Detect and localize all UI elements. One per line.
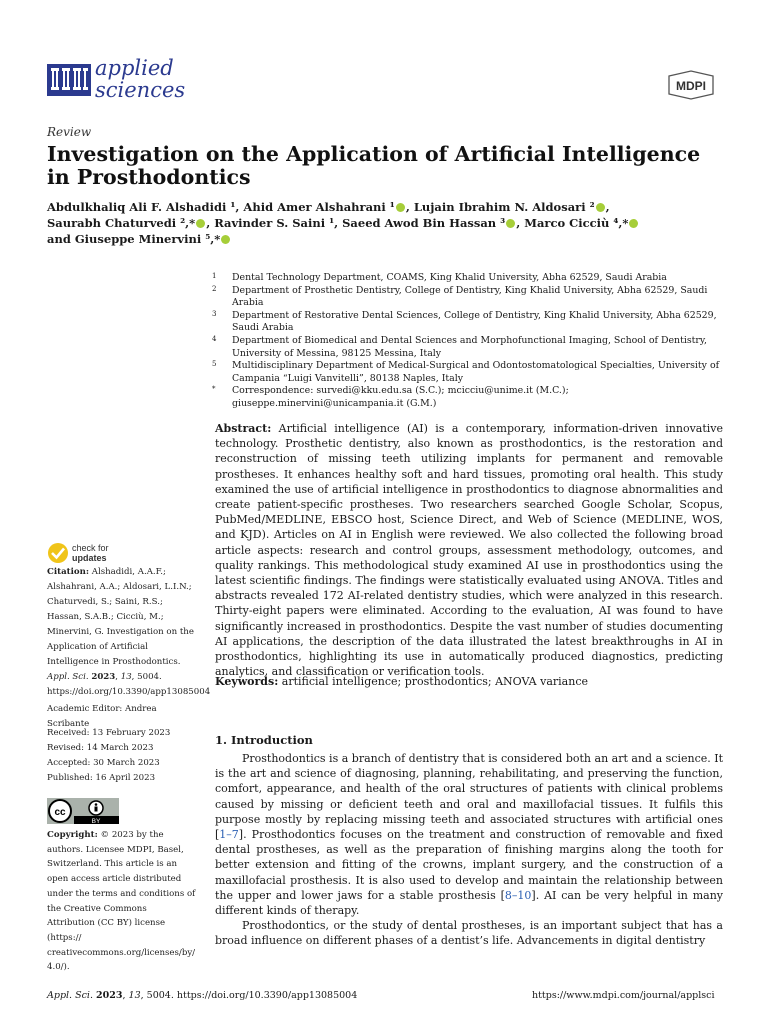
affiliations xyxy=(212,272,732,411)
affiliation-number: * xyxy=(212,385,216,394)
authors-text: , Lujain Ibrahim N. Aldosari ² xyxy=(405,200,595,214)
affiliation-item xyxy=(212,335,732,360)
article-type: Review xyxy=(47,125,92,139)
footer-journal-url[interactable]: https://www.mdpi.com/journal/applsci xyxy=(532,990,715,1001)
copyright-block xyxy=(47,828,197,975)
section-heading: 1. Introduction xyxy=(215,733,313,747)
article-title: Investigation on the Application of Artificial Intelligence in Prosthodontics xyxy=(47,142,701,189)
journal-logo xyxy=(47,58,91,102)
footer-doi[interactable]: , 5004. https://doi.org/10.3390/app13085004 xyxy=(140,990,358,1001)
affiliation-text: Department of Restorative Dental Sciences, College of Dentistry, King Khalid University, Abha 62529, Saudi Arabia xyxy=(232,309,717,334)
authors-text: , Marco Cicciù ⁴,* xyxy=(516,216,629,230)
orcid-icon[interactable] xyxy=(596,203,605,212)
dates xyxy=(47,726,197,786)
citation-year: 2023 xyxy=(91,672,116,682)
citation-volume: 13 xyxy=(120,672,132,682)
affiliation-item xyxy=(212,285,732,310)
academic-editor: Academic Editor: Andrea Scribante xyxy=(47,704,157,729)
affiliation-number: 3 xyxy=(212,309,217,318)
orcid-icon[interactable] xyxy=(196,219,205,228)
abstract xyxy=(215,421,723,679)
journal-name-line1: applied xyxy=(95,56,174,80)
citation-link[interactable]: 1–7 xyxy=(219,828,239,842)
accepted-date: Accepted: 30 March 2023 xyxy=(47,758,160,768)
orcid-icon[interactable] xyxy=(629,219,638,228)
affiliation-item xyxy=(212,360,732,385)
authors-text: and Giuseppe Minervini ⁵,* xyxy=(47,232,221,246)
footer-year: 2023 xyxy=(96,990,123,1001)
journal-name xyxy=(95,57,185,101)
copyright-text: © 2023 by the authors. Licensee MDPI, Basel, Switzerland. This article is an open access article distributed under the terms and conditions of the Creative Commons Attribution (CC BY) license (https:// creativecommons.org/licenses/by/ 4.0/). xyxy=(47,830,196,973)
affiliation-number: 2 xyxy=(212,284,217,293)
keywords-label: Keywords: xyxy=(215,675,279,688)
citation-text: Alshadidi, A.A.F.; Alshahrani, A.A.; Aldosari, L.I.N.; Chaturvedi, S.; Saini, R.S.; Hassan, S.A.B.; Cicciù, M.; Minervini, G. Investigation on the Application of Artificial Intelligence in Prosthodontics. xyxy=(47,567,194,667)
check-line1: check for xyxy=(72,543,109,553)
cc-by-text: BY xyxy=(91,818,101,824)
mdpi-logo-text: MDPI xyxy=(676,79,706,93)
affiliation-text: Department of Biomedical and Dental Sciences and Morphofunctional Imaging, School of Dentistry, University of Messina, 98125 Messina, Italy xyxy=(232,334,707,359)
copyright-label: Copyright: xyxy=(47,830,98,840)
cc-by-badge[interactable] xyxy=(47,798,119,828)
keywords xyxy=(215,674,723,689)
footer-volume: 13 xyxy=(128,990,141,1001)
orcid-icon[interactable] xyxy=(221,235,230,244)
affiliation-item xyxy=(212,272,732,285)
published-date: Published: 16 April 2023 xyxy=(47,773,156,783)
affiliation-text: Dental Technology Department, COAMS, King Khalid University, Abha 62529, Saudi Arabia xyxy=(232,272,667,283)
footer-journal: Appl. Sci. xyxy=(47,990,93,1001)
svg-text:cc: cc xyxy=(54,807,66,818)
affiliation-item xyxy=(212,310,732,335)
orcid-icon[interactable] xyxy=(396,203,405,212)
authors-text: Abdulkhaliq Ali F. Alshadidi ¹, Ahid Amer Alshahrani ¹ xyxy=(47,200,395,214)
correspondence-text[interactable]: Correspondence: survedi@kku.edu.sa (S.C.); mcicciu@unime.it (M.C.); giuseppe.minervini@unicampania.it (G.M.) xyxy=(232,385,569,409)
affiliation-text: Multidisciplinary Department of Medical-Surgical and Odontostomatological Specialties, University of Campania “Luigi Vanvitelli”, 80138 Naples, Italy xyxy=(232,360,720,384)
paragraph: Prosthodontics is a branch of dentistry that is considered both an art and a science. It is the art and science of diagnosing, planning, rehabilitating, and preserving the function, comfort, appearance, and health of the oral structures of patients with clinical problems caused by missing or deficient teeth and oral and maxillofacial tissues. It fulfils this purpose mostly by replacing missing teeth and associated structures with artificial ones [1–7]. Prosthodontics focuses on the treatment and construction of removable and fixed dental prostheses, as well as the preparation of finishing margins along the tooth for better extension and fitting of the crowns, implant surgery, and the construction of a maxillofacial prosthesis. It is also used to develop and maintain the relationship between the upper and lower jaws for a stable prosthesis [8–10]. AI can be very helpful in many different kinds of therapy. xyxy=(215,752,723,918)
authors-text: , Ravinder S. Saini ¹, Saeed Awod Bin Hassan ³ xyxy=(206,216,506,230)
citation-journal: Appl. Sci. xyxy=(47,672,89,682)
abstract-label: Abstract: xyxy=(215,422,272,435)
affiliation-number: 5 xyxy=(212,360,217,369)
received-date: Received: 13 February 2023 xyxy=(47,728,171,738)
orcid-icon[interactable] xyxy=(506,219,515,228)
citation-doi[interactable]: 5004. https://doi.org/10.3390/app13085004 xyxy=(47,672,211,697)
affiliation-number: 4 xyxy=(212,334,217,343)
author-list: Abdulkhaliq Ali F. Alshadidi ¹, Ahid Amer Alshahrani ¹ , Lujain Ibrahim N. Aldosari ² , Saurabh Chaturvedi ²,* , Ravinder S. Saini ¹, Saeed Awod Bin Hassan ³ , Marco Cicciù ⁴,* and Giuseppe Minervini ⁵,* xyxy=(47,199,737,247)
authors-text: Saurabh Chaturvedi ²,* xyxy=(47,216,196,230)
citation-link[interactable]: 8–10 xyxy=(504,888,532,902)
revised-date: Revised: 14 March 2023 xyxy=(47,743,154,753)
paragraph: Prosthodontics, or the study of dental prostheses, is an important subject that has a broad influence on different phases of a dentist’s life. Advancements in digital dentistry xyxy=(215,919,723,948)
correspondence xyxy=(212,385,732,410)
affiliation-text: Department of Prosthetic Dentistry, College of Dentistry, King Khalid University, Abha 62529, Saudi Arabia xyxy=(232,284,708,309)
citation-label: Citation: xyxy=(47,567,90,577)
body-text xyxy=(215,751,723,949)
abstract-text: Artificial intelligence (AI) is a contemporary, information-driven innovative technology. Prosthetic dentistry, also known as prosthodontics, is the restoration and reconstruction of missing teeth utilizing implants for permanent and removable prostheses. It enhances healthy soft and hard tissues, promoting oral health. This study examined the use of artificial intelligence in prosthodontics to diagnose abnormalities and create patient-specific prostheses. Two researchers searched Google Scholar, Scopus, PubMed/MEDLINE, EBSCO host, Science Direct, and Web of Science (MEDLINE, WOS, and KJD). Articles on AI in English were reviewed. We also collected the following broad article aspects: research and control groups, assessment methodology, outcomes, and quality rankings. This methodological study examined AI use in prosthodontics using the latest scientific findings. The findings were statistically evaluated using ANOVA. Titles and abstracts revealed 172 AI-related dentistry studies, which were analyzed in this research. Thirty-eight papers were eliminated. According to the evaluation, AI was found to have significantly increased in prosthodontics. Despite the vast number of studies documenting AI applications, the description of the data illustrated the latest breakthroughs in AI in prosthodontics, highlighting its use in automatically produced diagnostics, predicting analytics, and classification or verification tools. xyxy=(215,422,723,679)
check-line2: updates xyxy=(72,553,107,563)
journal-name-line2: sciences xyxy=(95,78,186,102)
keywords-text: artificial intelligence; prosthodontics; ANOVA variance xyxy=(281,675,588,688)
footer-citation: Appl. Sci. 2023, 13, 5004. https://doi.org/10.3390/app13085004 xyxy=(47,990,358,1001)
citation-block: Citation: Alshadidi, A.A.F.; Alshahrani, A.A.; Aldosari, L.I.N.; Chaturvedi, S.; Saini, R.S.; Hassan, S.A.B.; Cicciù, M.; Minervini, G. Investigation on the Application of Artificial Intelligence in Prosthodontics. Appl. Sci. 2023, 13, 5004. https://doi.org/10.3390/app13085004 xyxy=(47,567,211,697)
affiliation-number: 1 xyxy=(212,272,217,280)
mdpi-logo xyxy=(663,70,719,104)
